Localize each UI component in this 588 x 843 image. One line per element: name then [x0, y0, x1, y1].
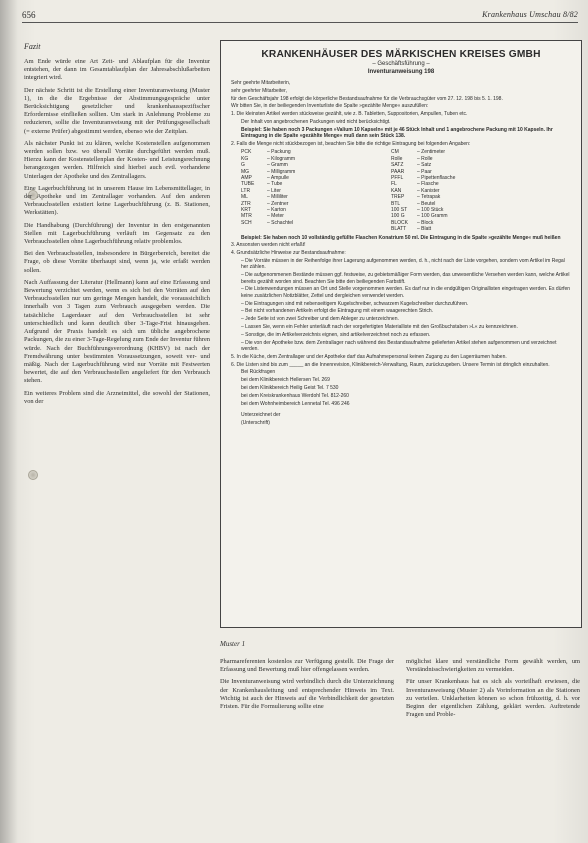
unit-label: – Milliliter [267, 194, 288, 201]
unit-label: – Ampulle [267, 175, 289, 182]
form-hint: – Bei nicht vorhandenen Artikeln erfolgt die Eintragung mit einem waagerechten Strich. [241, 308, 434, 315]
unit-abbr: KAN [391, 187, 402, 194]
form-subtitle: – Geschäftsführung – [372, 61, 430, 67]
bottom-text-column-2 [406, 658, 580, 842]
unit-abbr: ZTR [241, 200, 251, 207]
form-example: Beispiel: Sie haben noch 3 Packungen »Valium 10 Kapseln« mit je 46 Stück Inhalt und 1 angebrochene Packung mit 10 Kapseln. Ihr Eintragung in die Spalte »gezählte Menge« muß dann sein Stück 138. [241, 126, 553, 140]
units-column-right [391, 149, 541, 232]
unit-abbr: FL [391, 181, 397, 188]
unit-abbr: MTR [241, 213, 252, 220]
paragraph: Nach Auffassung der Literatur (Hellmann) kann auf eine Erfassung und Bewertung verzichtet werden, wenn es sich bei den Vorräten auf den Verbrauchsstellen nur um geringe Mengen handelt, die voraussichtlich innerhalb von 3 Tagen zum Verbrauch ausgegeben werden. Die tatsächliche Lagerdauer auf den Verbrauchsstellen ist sehr unterschiedlich und kann deutlich über 3-Tage-Frist hinausgehen. Aufgrund der Praxis handelt es sich um übliche angebrochene Packungen, die zu einer 3-Tage-Regelung zum Ende der Inventur führen würde. Nach der Buchführungsverordnung (KHBV) ist nach der Fremdwährung unter bestimmten Voraussetzungen, soweit ver- und mäßig. Nach der Lagerbuchführung wird nur Vorräte mit Festwerten bewertet, die auf den Verbrauchsstellen angeliefert für den Verbrauch stehen. [24, 278, 210, 385]
contact-line: bei dem Klinikbereich Hellersen Tel. 269 [241, 377, 330, 384]
unit-abbr: CM [391, 149, 399, 156]
form-body [231, 80, 571, 426]
paragraph: möglichst klare und verständliche Form gewählt werden, um Verständnisschwierigkeiten zu vermeiden. [406, 658, 580, 674]
form-point-4: 4. Grundsätzliche Hinweise zur Bestandsaufnahme: [231, 250, 346, 257]
unit-label: – Kanister [417, 187, 440, 194]
unit-label: – Rolle [417, 155, 433, 162]
units-table [241, 149, 571, 232]
unit-abbr: KRT [241, 207, 251, 214]
paragraph: Ein weiteres Problem sind die Arzneimittel, die sowohl der Stationen, von der [24, 389, 210, 405]
paragraph: Pharmareferenten kostenlos zur Verfügung gestellt. Die Frage der Erfassung und Bewertung muß hier offengelassen werden. [220, 658, 394, 674]
unit-abbr: BLOCK [391, 219, 408, 226]
form-hint: – Sonstige, die im Artikelverzeichnis eignen, sind artikelverzeichnet noch zu erfassen. [241, 331, 431, 338]
form-heading: Inventuranweisung 198 [367, 69, 435, 75]
unit-label: – Tetrapak [417, 194, 441, 201]
unit-label: – Flasche [417, 181, 439, 188]
contact-line: bei dem Klinikbereich Heilig Geist Tel. 7 530 [241, 385, 339, 392]
unit-label: – 100 Stück [417, 207, 444, 214]
form-hint: – Die Vorräte müssen in der Reihenfolge ihrer Lagerung aufgenommen werden, d. h., nicht nach der Liste vorgehen, sondern vom Artikel im Regal her zählen. [241, 258, 565, 271]
contact-line: bei dem Kreiskrankenhaus Werdohl Tel. 812-260 [241, 392, 349, 399]
unit-abbr: G [241, 162, 245, 169]
unit-abbr: AMP [241, 175, 252, 182]
unit-label: – Milligramm [267, 168, 296, 175]
unit-row [241, 220, 391, 226]
paragraph: Für unser Krankenhaus hat es sich als vorteilhaft erwiesen, die Inventuranweisung (Muster 2) als Vorinformation an die Stationen zu verteilen. Unklarheiten können so schon frühzeitig, d. h. vor Beginn der eigentlichen Zählung, geklärt werden. Auftretende Fragen und Proble- [406, 678, 580, 719]
unit-label: – Zentner [267, 200, 289, 207]
unit-abbr: PCK [241, 149, 252, 156]
form-point-3: 3. Ansonsten werden nicht erfaßt! [231, 242, 306, 249]
form-intro: Wir bitten Sie, in der beiliegenden Inventurliste die Spalte »gezählte Menge« auszufüllen: [231, 103, 429, 110]
paragraph: Der nächste Schritt ist die Erstellung einer Inventuranweisung (Muster 1), in die die Ergebnisse der Abstimmungsgespräche unter Berücksichtigung gesetzlicher und krankenhausspezifischer Erfordernisse einfließen sollten. Um stark in Anlehnung Probleme zu reduzieren, sollte die Inventuranweisung mit der Prüfungsgesellschaft (= externe Prüfer) abgestimmt werden, ebenso wie der Zeitplan. [24, 86, 210, 135]
unit-abbr: 100 G [391, 213, 405, 220]
unit-row [391, 226, 541, 232]
form-point-1: 1. Die kleinsten Artikel werden stückweise gezählt, wie z. B. Tabletten, Suppositorien, Ampullen, Tuben etc. [231, 111, 468, 118]
unit-abbr: Rolle [391, 155, 403, 162]
unit-abbr: 100 ST [391, 207, 408, 214]
unit-abbr: TREP [391, 194, 405, 201]
unit-label: – Block [417, 219, 434, 226]
unit-abbr: ML [241, 194, 248, 201]
form-closing: Unterzeichnet der [241, 412, 281, 419]
unit-label: – Gramm [267, 162, 288, 169]
left-text-column [24, 58, 210, 618]
figure-caption: Muster 1 [220, 640, 246, 648]
binding-shadow [0, 0, 18, 843]
paragraph: Als nächster Punkt ist zu klären, welche Kostenstellen aufgenommen werden sollen bzw. wo überall Vorräte durchgeführt werden muß. Hierzu kann der Kostenstellenplan der Kosten- und Leistungsrechnung herangezogen werden. Hilfreich sind hierbei auch evtl. vorhandene Unterlagen der Apotheke und des Zentrallagers. [24, 139, 210, 180]
salutation: Sehr geehrte Mitarbeiterin, [231, 80, 291, 86]
unit-label: – Blatt [417, 226, 432, 233]
form-title: KRANKENHÄUSER DES MÄRKISCHEN KREISES GMBH [261, 49, 541, 60]
form-hint: – Die von der Apotheke bzw. dem Zentrallager nach während des Bestandsaufnahme gelieferten Artikel stehen aufgenommen und verzeichnet werden. [241, 339, 557, 353]
form-intro: für den Geschäftsjahr 198 erfolgt die körperliche Bestandsaufnahme für die Verbrauchsgüter vom 27. 12. 198 bis 5. 1. 198. [231, 95, 503, 102]
unit-label: – Tube [267, 181, 283, 188]
unit-abbr: PAAR [391, 168, 405, 175]
unit-label: – Packung [267, 149, 291, 156]
unit-label: – Liter [267, 187, 281, 194]
unit-label: – Pipettenflasche [417, 175, 456, 182]
unit-abbr: TUBE [241, 181, 255, 188]
contact-line: bei dem Wohnheimbereich Lennetal Tel. 496 246 [241, 400, 350, 407]
page-number: 656 [22, 10, 36, 20]
unit-abbr: SCH [241, 219, 252, 226]
unit-abbr: PFFL [391, 175, 404, 182]
paragraph: Bei den Verbrauchsstellen, insbesondere in Bürgerbereich, bereitet die Frage, ob diese Vorräte überhaupt sind, wenn ja, wie erfaßt werden sollen. [24, 250, 210, 274]
form-hint: – Jede Seite ist von zwei Schreiber und dem Ableger zu unterzeichnen. [241, 316, 399, 323]
unit-abbr: BTL [391, 200, 401, 207]
unit-label: – Beutel [417, 200, 436, 207]
paragraph: Die Inventuranweisung wird verbindlich durch die Unterzeichnung der Krankenhausleitung und entsprechender Hinweis im Text. Wichtig ist auch der Hinweis auf die Verbindlichkeit der gesetzten Fristen. Für die Formulierung sollte eine [220, 678, 394, 711]
salutation: sehr geehrter Mitarbeiter, [231, 87, 287, 94]
paragraph: Am Ende würde eine Art Zeit- und Ablaufplan für die Inventur entstehen, der dann im Gesamtablaufplan der Jahresabschlußarbeiten integriert wird. [24, 58, 210, 82]
unit-label: – Karton [267, 207, 286, 214]
inventory-instruction-form [220, 40, 582, 628]
form-point-1-note: Der Inhalt von angebrochenen Packungen wird nicht berücksichtigt. [241, 118, 391, 125]
unit-label: – 100 Gramm [417, 213, 448, 220]
unit-label: – Paar [417, 168, 432, 175]
paragraph: Eine Lagerbuchführung ist in unserem Hause im Lebensmittellager, in der Apotheke und im Zentrallager vorhanden. Auf den anderen Verbrauchsstellen existiert keine Lagerbuchführung (z. B. Stationen, Werkstätten). [24, 184, 210, 217]
form-example: Beispiel: Sie haben noch 10 vollständig gefüllte Flaschen Konatrium 50 ml. Die Eintragung in die Spalte »gezählte Menge« muß heißen [241, 234, 561, 241]
unit-label: – Zentimeter [417, 149, 446, 156]
units-column-left [241, 149, 391, 232]
form-point-6: 6. Die Listen sind bis zum _____ an die Innenrevision, Klinikbereich-Verwaltung, Raum, zurückzugeben. Unsere Termin ist dringlich einzuhalten. [231, 361, 550, 368]
unit-label: – Schachtel [267, 219, 294, 226]
unit-abbr: SATZ [391, 162, 404, 169]
signature-line: (Unterschrift) [241, 419, 270, 426]
unit-label: – Meter [267, 213, 284, 220]
form-hint: – Die aufgenommenen Bestände müssen ggf. festweise, zu gebietsmäßiger Form werden, das unwesentliche Versehen werden kann, welche Artikel bereits gezählt worden sind. Beachten Sie bitte den beiliegenden Farbstift. [241, 272, 570, 285]
form-hint: – Lassen Sie, wenn ein Fehler unterläuft nach der vorgefertigten Materialliste mit den Großbuchstaben »L« zu kennzeichnen. [241, 324, 518, 331]
form-hint: – Die Listenwendungen müssen an Ort und Stelle vorgenommen werden. Es darf nur in die endgültigen Originallisten eingetragen werden. Es dürfen keine zusätzlichen Notizblätter, Zettel und dergleichen verwendet werden. [241, 286, 571, 299]
contact-header: Bei Rückfragen [241, 369, 276, 376]
paragraph: Die Handhabung (Durchführung) der Inventur in den erstgenannten Stellen mit Lagerbuchführung verläuft im Gegensatz zu den Verbrauchsstellen ohne Lagerbuchführung relativ problemlos. [24, 221, 210, 246]
header-rule [22, 22, 578, 23]
unit-abbr: MG [241, 168, 250, 175]
form-hint: – Die Eintragungen sind mit nebenseitigem Kugelschreiber, schwarzem Kugelschreiber durchzuführen. [241, 300, 469, 307]
running-head: Krankenhaus Umschau 8/82 [482, 10, 578, 19]
unit-label: – Kilogramm [267, 155, 296, 162]
form-point-2: 2. Falls die Menge nicht stückbezogen ist, beachten Sie bitte die richtige Eintragung bei folgenden Angaben: [231, 140, 471, 147]
bottom-text-column-1 [220, 658, 394, 842]
section-label: Fazit [24, 42, 41, 51]
form-point-5: 5. In die Küche, dem Zentrallager und der Apotheke darf das Aufnahmepersonal keinen Zugang zu den Lagerräumen haben. [231, 353, 507, 360]
unit-abbr: BLATT [391, 226, 407, 233]
unit-abbr: KG [241, 155, 249, 162]
unit-abbr: LTR [241, 187, 251, 194]
unit-label: – Satz [417, 162, 432, 169]
